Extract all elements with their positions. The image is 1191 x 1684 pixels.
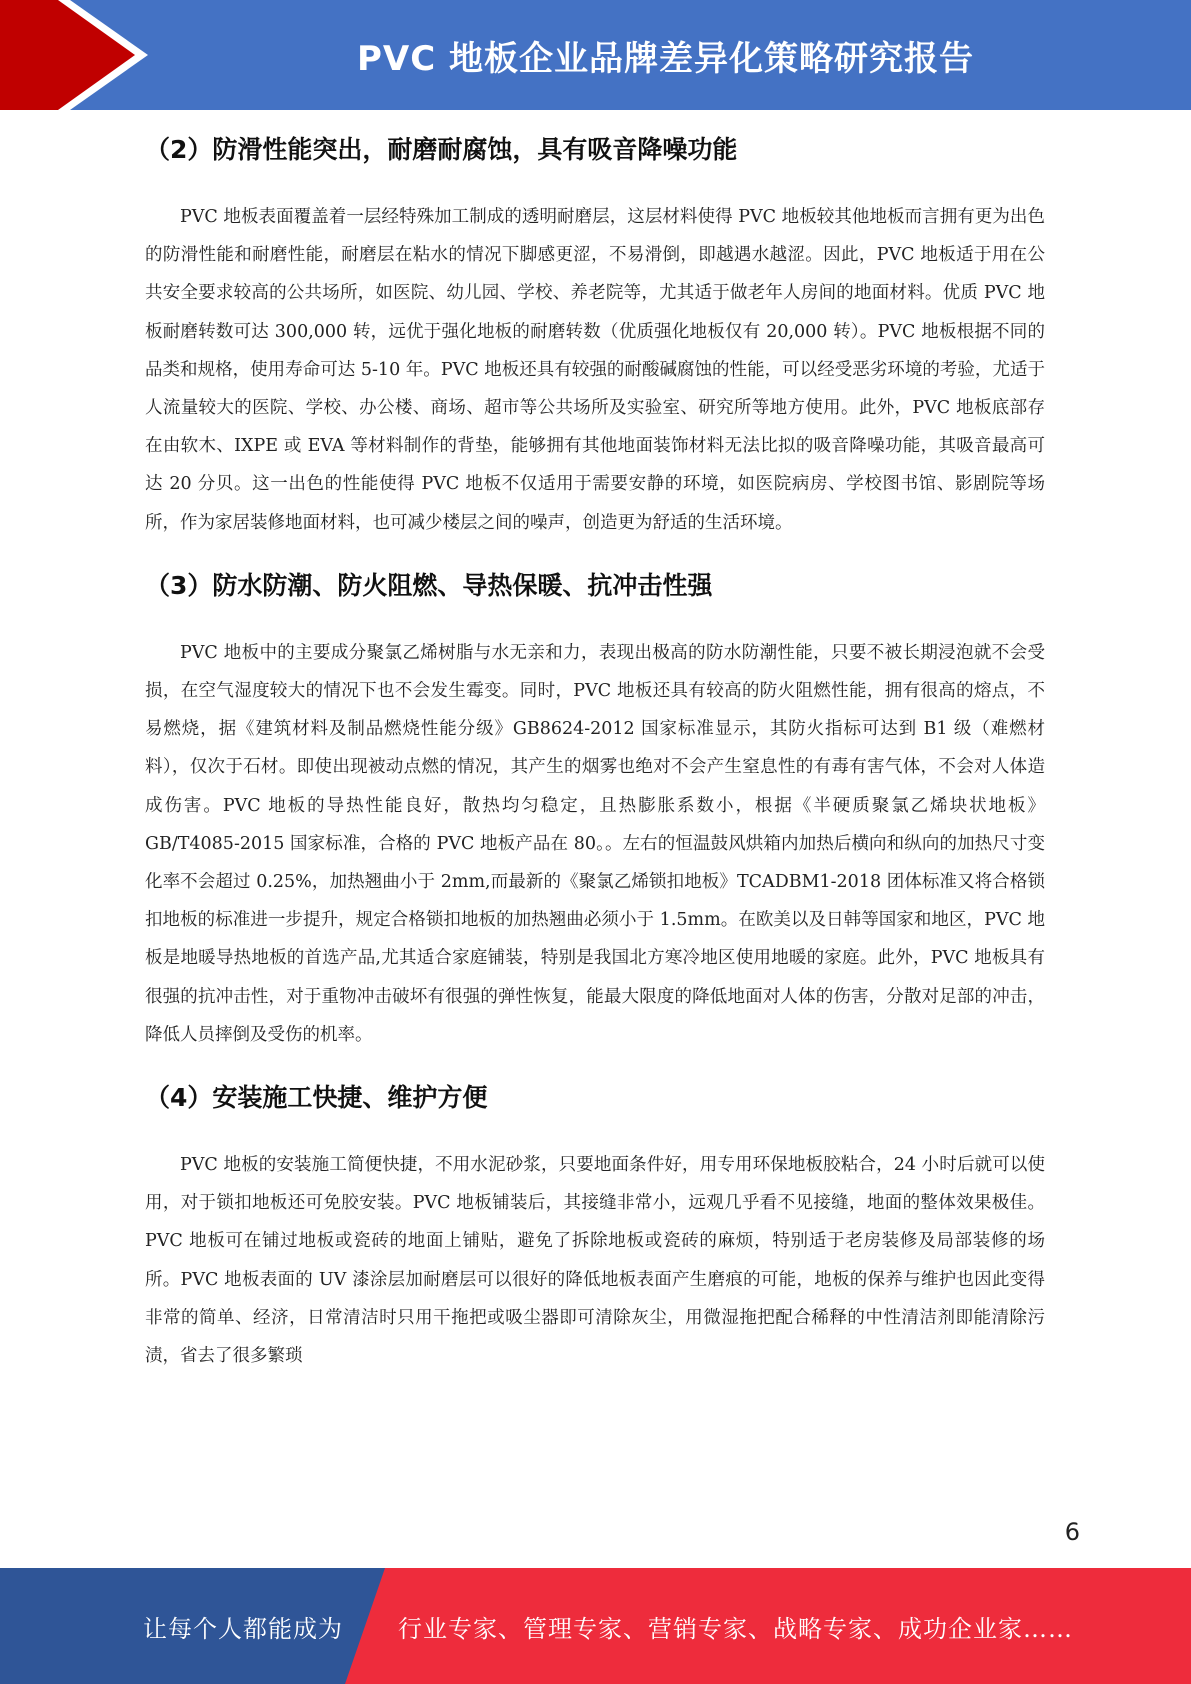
section-heading-3: （3）防水防潮、防火阻燃、导热保暖、抗冲击性强 xyxy=(145,570,713,600)
footer-slogan-right: 行业专家、管理专家、营销专家、战略专家、成功企业家…… xyxy=(398,1614,1073,1643)
page-number: 6 xyxy=(1064,1518,1080,1546)
section-paragraph-3: PVC 地板中的主要成分聚氯乙烯树脂与水无亲和力，表现出极高的防水防潮性能，只要不被长期浸泡就不会受损，在空气湿度较大的情况下也不会发生霉变。同时，PVC 地板还具有较高的防火阻燃性能，拥有很高的熔点，不易燃烧，据《建筑材料及制品燃烧性能分级》GB8624-2012 国家标准显示，其防火指标可达到 B1 级（难燃材料），仅次于石材。即使出现被动点燃的情况，其产生的烟雾也绝对不会产生窒息性的有毒有害气体，不会对人体造成伤害。PVC 地板的导热性能良好，散热均匀稳定，且热膨胀系数小，根据《半硬质聚氯乙烯块状地板》GB/T4085-2015 国家标准，合格的 PVC 地板产品在 80。。左右的恒温鼓风烘箱内加热后横向和纵向的加热尺寸变化率不会超过 0.25%，加热翘曲小于 2mm,而最新的《聚氯乙烯锁扣地板》TCADBM1-2018 团体标准又将合格锁扣地板的标准进一步提升，规定合格锁扣地板的加热翘曲必须小于 1.5mm。在欧美以及日韩等国家和地区，PVC 地板是地暖导热地板的首选产品,尤其适合家庭铺装，特别是我国北方寒冷地区使用地暖的家庭。此外，PVC 地板具有很强的抗冲击性，对于重物冲击破坏有很强的弹性恢复，能最大限度的降低地面对人体的伤害，分散对足部的冲击，降低人员摔倒及受伤的机率。 xyxy=(145,642,1045,1045)
section-heading-2: （2）防滑性能突出，耐磨耐腐蚀，具有吸音降噪功能 xyxy=(145,135,738,164)
document-body xyxy=(145,120,1045,1389)
page-footer xyxy=(0,1568,1191,1684)
section-paragraph-2: PVC 地板表面覆盖着一层经特殊加工制成的透明耐磨层，这层材料使得 PVC 地板较其他地板而言拥有更为出色的防滑性能和耐磨性能，耐磨层在粘水的情况下脚感更涩，不易滑倒，即越遇水越涩。因此，PVC 地板适于用在公共安全要求较高的公共场所，如医院、幼儿园、学校、养老院等，尤其适于做老年人房间的地面材料。优质 PVC 地板耐磨转数可达 300,000 转，远优于强化地板的耐磨转数（优质强化地板仅有 20,000 转）。PVC 地板根据不同的品类和规格，使用寿命可达 5-10 年。PVC 地板还具有较强的耐酸碱腐蚀的性能，可以经受恶劣环境的考验，尤适于人流量较大的医院、学校、办公楼、商场、超市等公共场所及实验室、研究所等地方使用。此外，PVC 地板底部存在由软木、IXPE 或 EVA 等材料制作的背垫，能够拥有其他地面装饰材料无法比拟的吸音降噪功能，其吸音最高可达 20 分贝。这一出色的性能使得 PVC 地板不仅适用于需要安静的环境，如医院病房、学校图书馆、影剧院等场所，作为家居装修地面材料，也可减少楼层之间的噪声，创造更为舒适的生活环境。 xyxy=(145,207,1045,533)
page-header xyxy=(0,0,1191,110)
footer-slogan-left: 让每个人都能成为 xyxy=(143,1614,343,1643)
section-heading-4: （4）安装施工快捷、维护方便 xyxy=(145,1083,488,1113)
section-paragraph-4: PVC 地板的安装施工简便快捷，不用水泥砂浆，只要地面条件好，用专用环保地板胶粘合，24 小时后就可以使用，对于锁扣地板还可免胶安装。PVC 地板铺装后，其接缝非常小，远观几乎看不见接缝，地面的整体效果极佳。PVC 地板可在铺过地板或瓷砖的地面上铺贴，避免了拆除地板或瓷砖的麻烦，特别适于老房装修及局部装修的场所。PVC 地板表面的 UV 漆涂层加耐磨层可以很好的降低地板表面产生磨痕的可能，地板的保养与维护也因此变得非常的简单、经济，日常清洁时只用干拖把或吸尘器即可清除灰尘，用微湿拖把配合稀释的中性清洁剂即能清除污渍，省去了很多繁琐 xyxy=(145,1155,1045,1367)
report-title: PVC 地板企业品牌差异化策略研究报告 xyxy=(356,38,975,79)
